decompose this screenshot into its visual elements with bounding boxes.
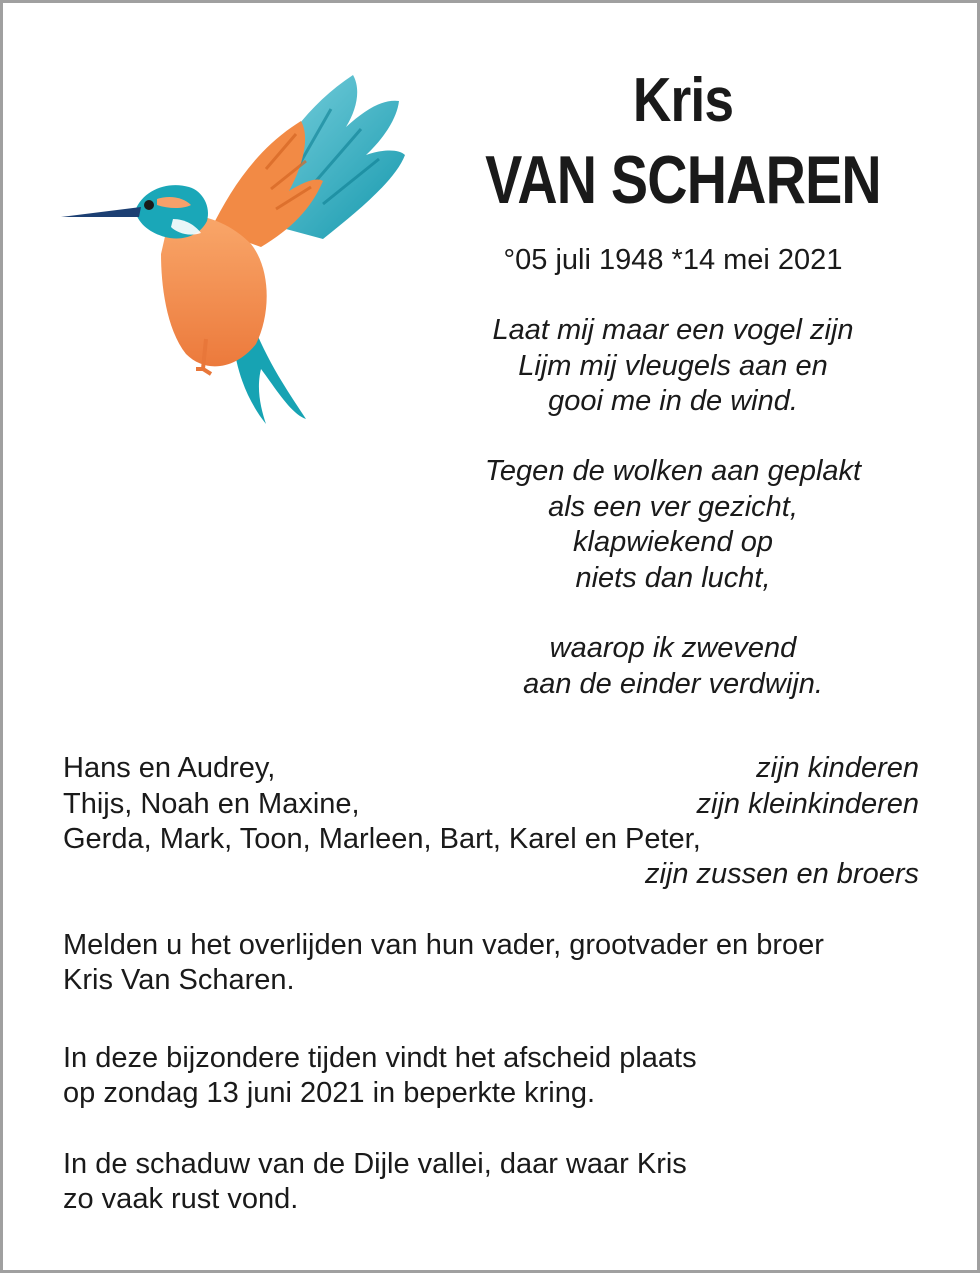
deceased-first-name: Kris <box>632 66 734 135</box>
poem-stanza <box>423 454 923 596</box>
paragraph-line: op zondag 13 juni 2021 in beperkte kring. <box>63 1077 596 1109</box>
poem-line: aan de einder verdwijn. <box>523 667 823 700</box>
paragraph-line: zo vaak rust vond. <box>63 1183 299 1215</box>
family-members: Gerda, Mark, Toon, Marleen, Bart, Karel en Peter, <box>63 823 701 855</box>
poem-line: niets dan lucht, <box>575 561 771 594</box>
family-relation: zijn zussen en broers <box>644 858 919 890</box>
poem-line: waarop ik zwevend <box>549 632 797 664</box>
closing-paragraph <box>63 1147 943 1217</box>
family-members: Hans en Audrey, <box>63 752 276 784</box>
paragraph-line: In deze bijzondere tijden vindt het afscheid plaats <box>63 1042 697 1074</box>
family-relation: zijn kleinkinderen <box>696 788 919 820</box>
family-row <box>63 750 919 786</box>
paragraph-line: Kris Van Scharen. <box>63 964 295 996</box>
poem-line: gooi me in de wind. <box>548 385 798 417</box>
family-row <box>63 821 919 857</box>
poem-stanza <box>423 631 923 702</box>
life-dates: °05 juli 1948 *14 mei 2021 <box>503 244 843 276</box>
family-row <box>63 856 919 892</box>
paragraph-line: In de schaduw van de Dijle vallei, daar waar Kris <box>63 1148 687 1180</box>
poem-line: klapwiekend op <box>573 526 773 558</box>
poem-line: als een ver gezicht, <box>548 490 798 523</box>
family-row <box>63 786 919 822</box>
family-members: Thijs, Noah en Maxine, <box>63 788 360 820</box>
announcement-paragraph <box>63 928 943 998</box>
kingfisher-illustration <box>61 69 411 429</box>
ceremony-paragraph <box>63 1041 943 1111</box>
poem-line: Laat mij maar een vogel zijn <box>492 314 854 346</box>
family-relation: zijn kinderen <box>756 752 919 784</box>
deceased-last-name: VAN SCHAREN <box>485 142 881 218</box>
poem-stanza <box>423 313 923 420</box>
paragraph-line: Melden u het overlijden van hun vader, grootvader en broer <box>63 929 824 961</box>
poem-line: Tegen de wolken aan geplakt <box>484 455 862 487</box>
poem-line: Lijm mij vleugels aan en <box>518 349 828 382</box>
